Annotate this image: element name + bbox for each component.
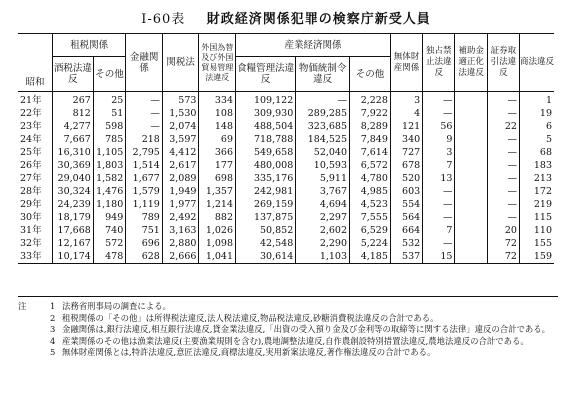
table-cell: 4,185: [350, 250, 391, 264]
table-cell: —: [126, 92, 163, 108]
row-year: 28年: [20, 186, 42, 197]
note-text: 産業関係のその他は漁業法違反(主要漁業規則を含む),農地調整法違反,自作農創設特別措置法違反,農地法違反の合計である。: [62, 335, 529, 346]
table-cell: 751: [126, 224, 163, 237]
table-cell: 20: [487, 224, 519, 237]
table-cell: —: [423, 92, 455, 108]
table-cell: 603: [390, 185, 422, 198]
row-year: 25年: [20, 147, 42, 158]
table-cell: 549,658: [236, 146, 296, 159]
header-group-industry: 産業経済関係: [236, 34, 391, 57]
table-cell: 628: [126, 250, 163, 264]
table-cell: [455, 146, 487, 159]
table-cell: 1,105: [93, 146, 125, 159]
table-cell: 1,041: [199, 250, 236, 264]
table-cell: 69: [199, 133, 236, 146]
table-cell: 4,412: [162, 146, 199, 159]
table-cell: 572: [93, 237, 125, 250]
table-row: [18, 237, 554, 250]
table-cell: —: [423, 237, 455, 250]
table-cell: 3,597: [162, 133, 199, 146]
row-year: 32年: [20, 238, 42, 249]
table-row: [18, 107, 554, 120]
table-cell: [455, 172, 487, 185]
header-liquor-tax: 酒税法違反: [52, 57, 93, 92]
table-cell: 1,476: [93, 185, 125, 198]
table-cell: —: [487, 198, 519, 211]
table-cell: —: [487, 92, 519, 108]
table-cell: 7,922: [350, 107, 391, 120]
header-forex: 外国為替及び外国貿易管理法違反: [199, 34, 236, 92]
table-cell: 7,667: [52, 133, 93, 146]
table-cell: 1,803: [93, 159, 125, 172]
table-cell: 2,602: [296, 224, 350, 237]
table-cell: 30,369: [52, 159, 93, 172]
table-cell: 56: [423, 120, 455, 133]
table-cell: 1,977: [162, 198, 199, 211]
table-cell: 520: [390, 172, 422, 185]
table-cell: 1,026: [199, 224, 236, 237]
table-row: [18, 159, 554, 172]
table-cell: 678: [390, 159, 422, 172]
table-cell: 949: [93, 211, 125, 224]
header-antimonopoly: 独占禁止法違反: [423, 34, 455, 92]
table-cell: 218: [126, 133, 163, 146]
table-cell: 177: [199, 159, 236, 172]
table-cell: 2,492: [162, 211, 199, 224]
table-cell: 183: [519, 159, 554, 172]
table-cell: 213: [519, 172, 554, 185]
table-cell: 335,176: [236, 172, 296, 185]
table-cell: 115: [519, 211, 554, 224]
table-cell: 1,677: [126, 172, 163, 185]
row-year: 23年: [20, 121, 42, 132]
table-cell: 598: [93, 120, 125, 133]
table-cell: [455, 107, 487, 120]
table-cell: 30,324: [52, 185, 93, 198]
table-body: [18, 92, 554, 264]
table-cell: 309,930: [236, 107, 296, 120]
note-text: 金融関係は,銀行法違反,相互銀行法違反,貸金業法違反,「出資の受入預り金及び金利等の取締等に関する法律」違反の合計である。: [62, 324, 551, 334]
table-cell: 159: [519, 250, 554, 264]
header-intangible: 無体財産関係: [390, 34, 422, 92]
table-cell: 789: [126, 211, 163, 224]
table-cell: 30,614: [236, 250, 296, 264]
table-cell: 50,852: [236, 224, 296, 237]
table-cell: 4,780: [350, 172, 391, 185]
table-cell: —: [487, 107, 519, 120]
table-cell: 137,875: [236, 211, 296, 224]
table-cell: 334: [199, 92, 236, 108]
table-cell: 2,089: [162, 172, 199, 185]
table-cell: 6,529: [350, 224, 391, 237]
table-cell: 267: [52, 92, 93, 108]
table-cell: 121: [390, 120, 422, 133]
table-cell: 812: [52, 107, 93, 120]
table-cell: 664: [390, 224, 422, 237]
note-number: 1: [50, 301, 56, 311]
table-cell: [455, 120, 487, 133]
table-row: [18, 146, 554, 159]
statistics-table: [18, 33, 554, 264]
note-item: [50, 336, 558, 348]
table-cell: 6: [519, 120, 554, 133]
table-header: [18, 34, 554, 92]
header-year: 昭和: [25, 77, 45, 88]
table-cell: 366: [199, 146, 236, 159]
table-cell: 2,795: [126, 146, 163, 159]
table-cell: 323,685: [296, 120, 350, 133]
row-year: 29年: [20, 199, 42, 210]
table-cell: 7,849: [350, 133, 391, 146]
table-cell: 184,525: [296, 133, 350, 146]
note-number: 4: [50, 335, 56, 346]
table-cell: 25: [93, 92, 125, 108]
table-cell: —: [423, 107, 455, 120]
table-cell: 2,297: [296, 211, 350, 224]
notes: [18, 296, 558, 359]
table-cell: 532: [390, 237, 422, 250]
note-text: 法務省刑事局の調査による。: [62, 301, 171, 311]
table-cell: 52,040: [296, 146, 350, 159]
table-cell: 7: [423, 224, 455, 237]
table-row: [18, 92, 554, 108]
table-cell: [455, 250, 487, 264]
header-commercial: 商法違反: [519, 34, 554, 92]
header-industry-other: その他: [350, 57, 391, 92]
table-cell: 340: [390, 133, 422, 146]
notes-label: 注: [18, 301, 27, 311]
table-number: Ⅰ-60表: [141, 12, 186, 27]
table-cell: 1: [519, 92, 554, 108]
table-cell: 1,119: [126, 198, 163, 211]
table-cell: 42,548: [236, 237, 296, 250]
table-cell: 4,523: [350, 198, 391, 211]
table-cell: 24,239: [52, 198, 93, 211]
table-cell: 10,174: [52, 250, 93, 264]
table-cell: 6,572: [350, 159, 391, 172]
table-cell: —: [126, 107, 163, 120]
table-row: [18, 198, 554, 211]
header-tax-other: その他: [93, 57, 125, 92]
notes-list: [50, 301, 558, 359]
table-cell: 740: [93, 224, 125, 237]
table-cell: 3,767: [296, 185, 350, 198]
note-item: [50, 301, 558, 313]
table-cell: 2,880: [162, 237, 199, 250]
table-cell: 7,614: [350, 146, 391, 159]
note-item: [50, 313, 558, 325]
table-cell: 4,694: [296, 198, 350, 211]
table-cell: 8,289: [350, 120, 391, 133]
table-cell: 5,911: [296, 172, 350, 185]
row-year: 24年: [20, 134, 42, 145]
table-cell: [455, 185, 487, 198]
table-cell: 882: [199, 211, 236, 224]
row-year: 30年: [20, 212, 42, 223]
table-cell: 2,228: [350, 92, 391, 108]
table-cell: 22: [487, 120, 519, 133]
table-cell: 155: [519, 237, 554, 250]
table-cell: 480,008: [236, 159, 296, 172]
table-cell: —: [487, 172, 519, 185]
table-cell: 7,555: [350, 211, 391, 224]
row-year: 22年: [20, 108, 42, 119]
table-cell: 5,224: [350, 237, 391, 250]
table-cell: 727: [390, 146, 422, 159]
table-cell: 4,985: [350, 185, 391, 198]
table-cell: 29,040: [52, 172, 93, 185]
row-year: 21年: [20, 95, 42, 106]
table-cell: 12,167: [52, 237, 93, 250]
table-cell: 7: [423, 159, 455, 172]
table-cell: 1,579: [126, 185, 163, 198]
table-cell: 18,179: [52, 211, 93, 224]
table-cell: 3: [390, 92, 422, 108]
table-cell: 68: [519, 146, 554, 159]
table-cell: 698: [199, 172, 236, 185]
table-cell: 3,163: [162, 224, 199, 237]
row-year: 26年: [20, 160, 42, 171]
table-cell: —: [296, 92, 350, 108]
table-cell: 1,582: [93, 172, 125, 185]
note-item: [50, 324, 558, 336]
table-cell: 72: [487, 250, 519, 264]
table-cell: 478: [93, 250, 125, 264]
table-cell: 17,668: [52, 224, 93, 237]
table-cell: 573: [162, 92, 199, 108]
note-text: 無体財産関係とは,特許法違反,意匠法違反,商標法違反,実用新案法違反,著作権法違反の合計である。: [62, 347, 436, 357]
note-number: 5: [50, 347, 56, 357]
table-cell: 696: [126, 237, 163, 250]
table-cell: 1,514: [126, 159, 163, 172]
table-cell: —: [423, 185, 455, 198]
table-row: [18, 133, 554, 146]
header-finance: 金融関係: [126, 34, 163, 92]
table-cell: —: [423, 198, 455, 211]
table-cell: 1,103: [296, 250, 350, 264]
table-row: [18, 185, 554, 198]
header-securities: 証券取引法違反: [487, 34, 519, 92]
table-cell: 1,530: [162, 107, 199, 120]
table-cell: 4,277: [52, 120, 93, 133]
table-cell: [455, 224, 487, 237]
table-cell: 5: [519, 133, 554, 146]
row-year: 27年: [20, 173, 42, 184]
table-cell: 2,290: [296, 237, 350, 250]
table-cell: 785: [93, 133, 125, 146]
table-row: [18, 172, 554, 185]
table-cell: 109,122: [236, 92, 296, 108]
table-cell: 1,949: [162, 185, 199, 198]
header-group-tax: 租税関係: [52, 34, 125, 57]
table-cell: 2,617: [162, 159, 199, 172]
table-cell: 3: [423, 146, 455, 159]
table-cell: 2,074: [162, 120, 199, 133]
table-cell: 108: [199, 107, 236, 120]
table-cell: 9: [423, 133, 455, 146]
note-number: 3: [50, 324, 56, 334]
table-cell: 488,504: [236, 120, 296, 133]
table-cell: [455, 92, 487, 108]
table-cell: —: [487, 185, 519, 198]
header-subsidy: 補助金適正化法違反: [455, 34, 487, 92]
note-number: 2: [50, 312, 56, 323]
table-row: [18, 120, 554, 133]
row-year: 33年: [20, 251, 42, 262]
table-title: [0, 8, 572, 27]
table-cell: 172: [519, 185, 554, 198]
table-cell: —: [423, 211, 455, 224]
table-cell: —: [487, 146, 519, 159]
table-title-text: 財政経済関係犯罪の検察庁新受人員: [206, 12, 431, 27]
table-cell: 1,214: [199, 198, 236, 211]
table-row: [18, 211, 554, 224]
table-cell: [455, 211, 487, 224]
header-customs: 関税法: [162, 34, 199, 92]
table-cell: 2,666: [162, 250, 199, 264]
row-year: 31年: [20, 225, 42, 236]
table-cell: —: [487, 159, 519, 172]
table-cell: [455, 237, 487, 250]
note-text: 租税関係の「その他」は所得税法違反,法人税法違反,物品税法違反,砂糖消費税法違反の合計である。: [62, 312, 439, 323]
table-cell: 13: [423, 172, 455, 185]
table-cell: —: [487, 133, 519, 146]
table-cell: 1,180: [93, 198, 125, 211]
header-price: 物価統制令違反: [296, 57, 350, 92]
table-cell: 269,159: [236, 198, 296, 211]
table-cell: 16,310: [52, 146, 93, 159]
table-cell: 219: [519, 198, 554, 211]
table-cell: —: [487, 211, 519, 224]
table-cell: 10,593: [296, 159, 350, 172]
table-cell: 537: [390, 250, 422, 264]
table-cell: 148: [199, 120, 236, 133]
table-cell: 718,788: [236, 133, 296, 146]
table-cell: [455, 159, 487, 172]
note-item: [50, 347, 558, 359]
table-cell: [455, 133, 487, 146]
table-cell: 72: [487, 237, 519, 250]
table-cell: 1,098: [199, 237, 236, 250]
table-cell: 110: [519, 224, 554, 237]
table-cell: 564: [390, 211, 422, 224]
table-cell: [455, 198, 487, 211]
table-cell: 1,357: [199, 185, 236, 198]
table-row: [18, 250, 554, 264]
table-cell: —: [126, 120, 163, 133]
table-cell: 51: [93, 107, 125, 120]
table-cell: 289,285: [296, 107, 350, 120]
table-cell: 242,981: [236, 185, 296, 198]
table-cell: 4: [390, 107, 422, 120]
table-cell: 19: [519, 107, 554, 120]
header-food: 食糧管理法違反: [236, 57, 296, 92]
table-row: [18, 224, 554, 237]
table-cell: 15: [423, 250, 455, 264]
table-cell: 554: [390, 198, 422, 211]
